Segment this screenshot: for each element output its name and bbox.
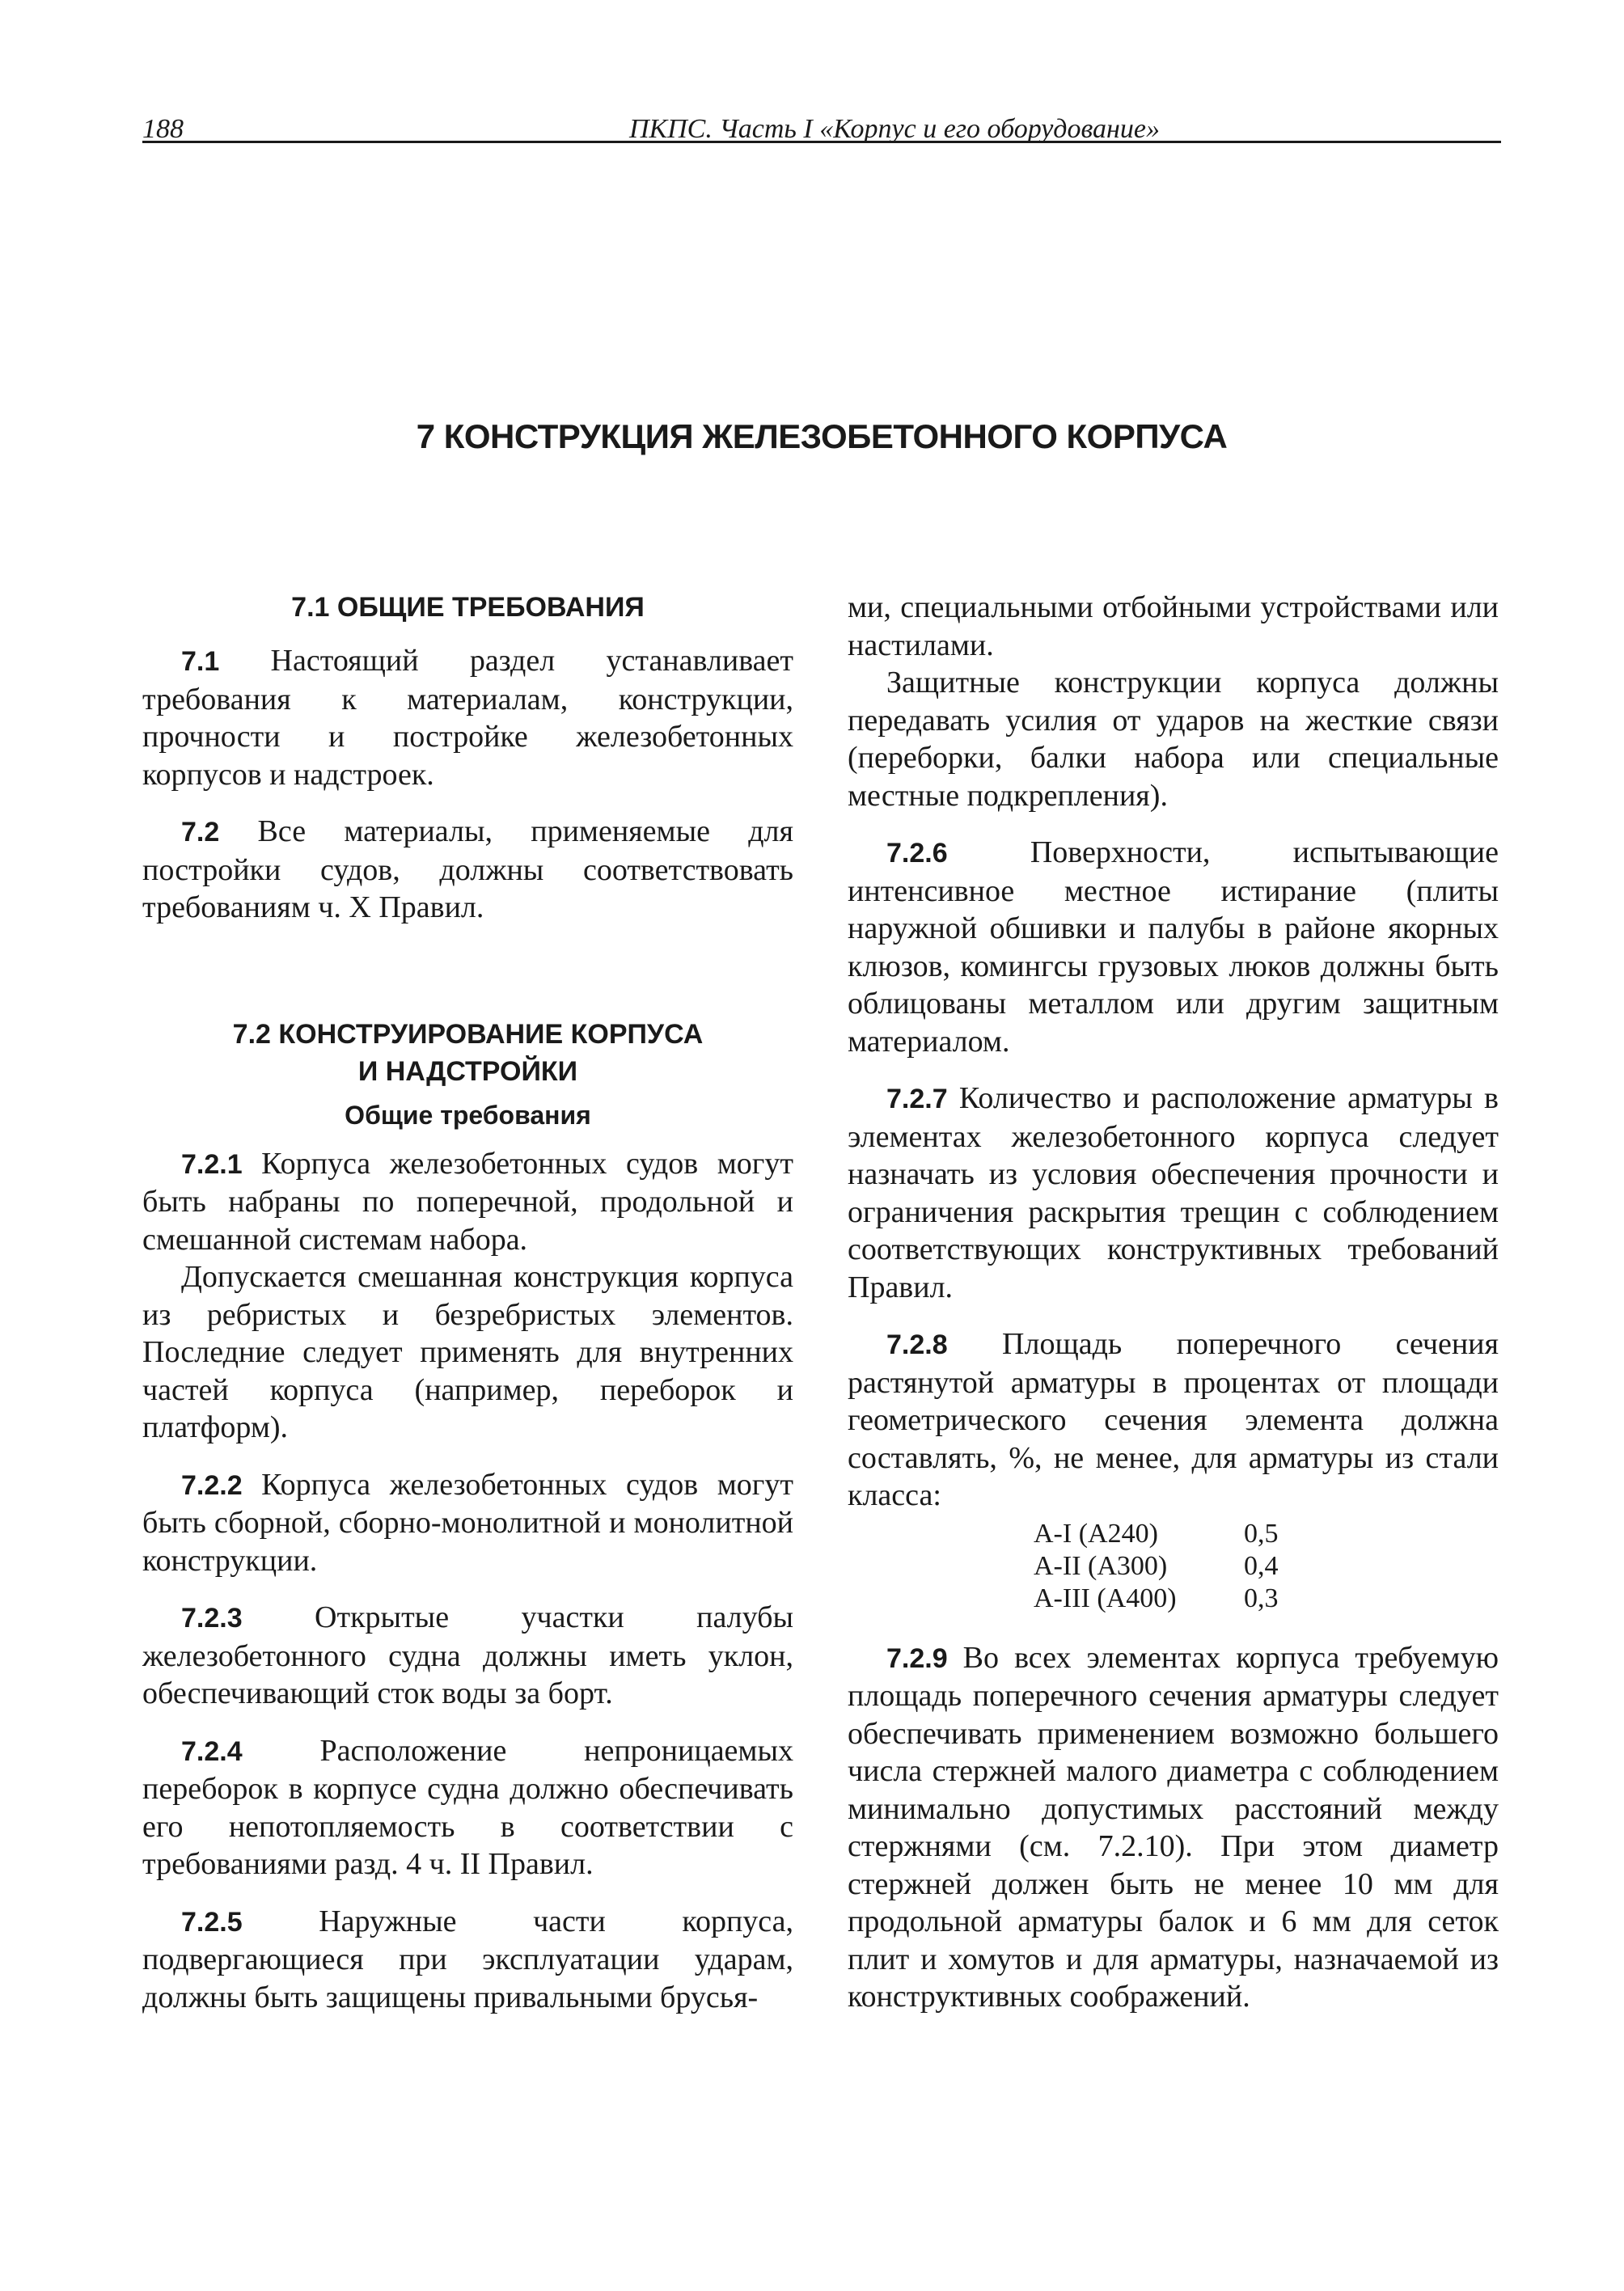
clause-number: 7.2.8 [886, 1329, 948, 1360]
section-7-2-title [142, 1016, 793, 1090]
chapter-title: 7 КОНСТРУКЦИЯ ЖЕЛЕЗОБЕТОННОГО КОРПУСА [416, 417, 1228, 455]
clause-number: 7.2.3 [181, 1603, 243, 1634]
table-row [1034, 1518, 1309, 1550]
clause-text: Открытые участки палубы железобетонного судна должны иметь уклон, обеспечивающий сток воды за борт. [142, 1600, 793, 1710]
min-percent: 0,5 [1244, 1518, 1279, 1549]
clause-text: Все материалы, применяемые для постройки судов, должны соответствовать требованиям ч. X Правил. [142, 814, 793, 924]
paragraph-7-2-3 [142, 1599, 793, 1713]
section-7-1-title: 7.1 ОБЩИЕ ТРЕБОВАНИЯ [291, 592, 645, 623]
clause-text: Поверхности, испытывающие интенсивное местное истирание (плиты наружной обшивки и палубы в районе якорных клюзов, комингсы грузовых люков должны быть облицованы металлом или другим защитным материалом. [848, 835, 1499, 1059]
section-title-line: 7.2 КОНСТРУИРОВАНИЕ КОРПУСА [232, 1018, 704, 1050]
subsection-title: Общие требования [345, 1100, 591, 1130]
paragraph-7-2-5-cont: ми, специальными отбойными устройствами или настилами. [848, 590, 1499, 662]
clause-number: 7.2.9 [886, 1642, 948, 1674]
clause-number: 7.2.5 [181, 1906, 243, 1938]
clause-number: 7.2 [181, 817, 220, 848]
paragraph-7-2-5 [142, 1903, 793, 2017]
paragraph-7-2-8 [848, 1325, 1499, 1515]
clause-number: 7.2.2 [181, 1469, 243, 1501]
paragraph-7-2 [142, 813, 793, 927]
clause-text: Наружные части корпуса, подвергающиеся при эксплуатации ударам, должны быть защищены привальными брусья- [142, 1904, 793, 2014]
steel-class: A-II (A300) [1034, 1550, 1168, 1581]
clause-text: Настоящий раздел устанавливает требования к материалам, конструкции, прочности и постройке железобетонных корпусов и надстроек. [142, 644, 793, 792]
clause-text: Корпуса железобетонных судов могут быть набраны по поперечной, продольной и смешанной системам набора. [142, 1146, 793, 1257]
header-rule [142, 141, 1501, 143]
paragraph-7-1 [142, 642, 793, 793]
paragraph-7-2-1 [142, 1145, 793, 1259]
table-row [1034, 1583, 1309, 1615]
clause-text: Количество и расположение арматуры в элементах железобетонного корпуса следует назначать из условия обеспечения прочности и ограничения раскрытия трещин с соблюдением соответствующих конструктивных требований Правил. [848, 1081, 1499, 1304]
page-number: 188 [142, 114, 184, 144]
book-title: ПКПС. Часть I «Корпус и его оборудование» [629, 114, 1160, 144]
clause-text: Во всех элементах корпуса требуемую площадь поперечного сечения арматуры следует обеспечивать применением возможно большего числа стержней малого диаметра с соблюдением минимально допустимых расстояний между стержнями (см. 7.2.10). При этом диаметр стержней должен быть не менее 10 мм для продольной арматуры балок и 6 мм для сеток плит и хомутов и для арматуры, назначаемой из конструктивных соображений. [848, 1640, 1499, 2014]
table-row [1034, 1550, 1309, 1583]
paragraph-7-2-1-cont: Допускается смешанная конструкция корпуса из ребристых и безребристых элементов. Последние следует применять для внутренних частей корпуса (например, переборок и платформ). [142, 1260, 793, 1444]
clause-text: Площадь поперечного сечения растянутой арматуры в процентах от площади геометрического сечения элемента должна составлять, %, не менее, для арматуры из стали класса: [848, 1327, 1499, 1512]
paragraph-7-2-4 [142, 1732, 793, 1883]
paragraph-7-2-2 [142, 1466, 793, 1580]
steel-class: A-I (A240) [1034, 1518, 1158, 1549]
clause-number: 7.2.6 [886, 838, 948, 869]
clause-number: 7.1 [181, 646, 220, 677]
paragraph-7-2-9 [848, 1639, 1499, 2016]
clause-text: Корпуса железобетонных судов могут быть сборной, сборно-монолитной и монолитной конструкции. [142, 1467, 793, 1578]
steel-class-table [1034, 1518, 1309, 1615]
paragraph-7-2-5-cont2: Защитные конструкции корпуса должны передавать усилия от ударов на жесткие связи (переборки, балки набора или специальные местные подкрепления). [848, 666, 1499, 813]
clause-number: 7.2.4 [181, 1735, 243, 1767]
right-column [848, 589, 1499, 2035]
left-column [142, 589, 793, 2035]
clause-number: 7.2.7 [886, 1084, 948, 1114]
clause-text: Расположение непроницаемых переборок в корпусе судна должно обеспечивать его непотопляемость в соответствии с требованиями разд. 4 ч. II Правил. [142, 1733, 793, 1881]
paragraph-7-2-7 [848, 1080, 1499, 1306]
steel-class: A-III (A400) [1034, 1583, 1177, 1613]
min-percent: 0,3 [1244, 1583, 1279, 1613]
paragraph-7-2-6 [848, 834, 1499, 1060]
clause-number: 7.2.1 [181, 1148, 243, 1180]
section-title-line: И НАДСТРОЙКИ [357, 1055, 578, 1087]
min-percent: 0,4 [1244, 1550, 1279, 1581]
